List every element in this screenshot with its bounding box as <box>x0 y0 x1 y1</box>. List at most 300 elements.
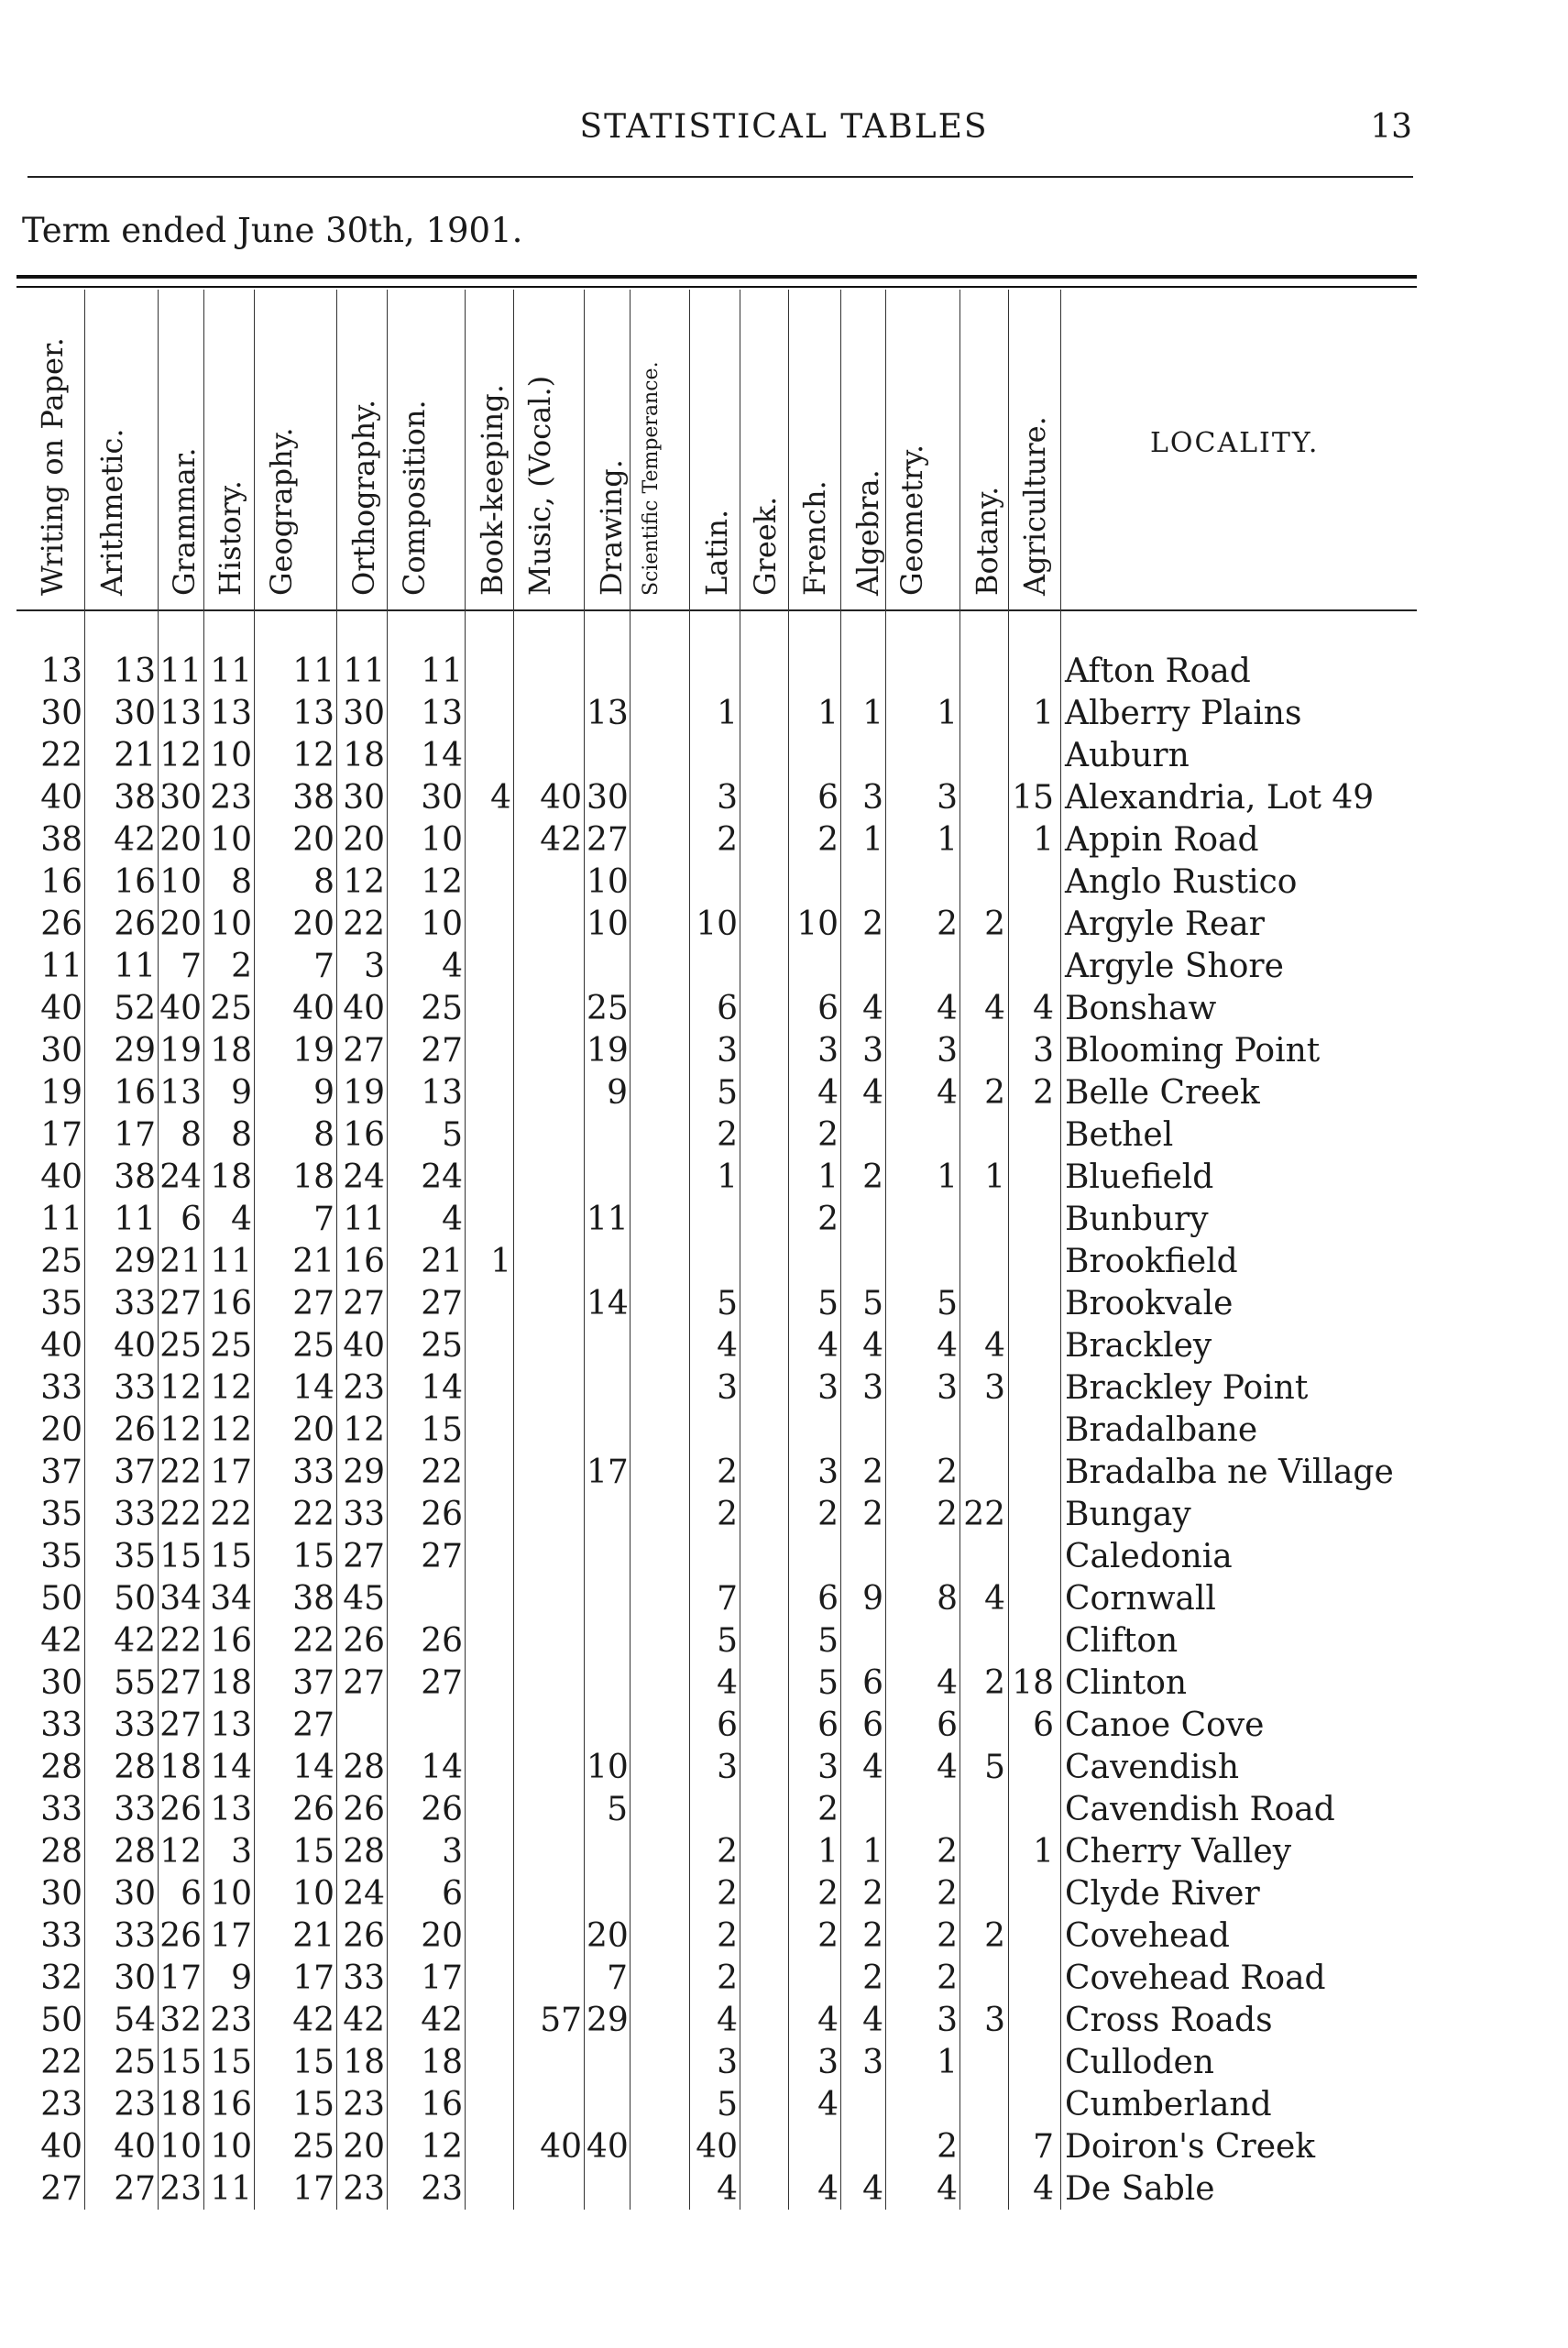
table-cell: 28 <box>343 1833 385 1871</box>
locality-cell: Cornwall <box>1065 1580 1216 1618</box>
table-cell: 2 <box>862 1454 883 1491</box>
locality-cell: Clyde River <box>1065 1875 1260 1913</box>
table-cell: 4 <box>717 1664 738 1702</box>
table-cell: 18 <box>343 2044 385 2081</box>
table-cell: 8 <box>231 863 252 901</box>
locality-cell: Bradalba ne Village <box>1065 1454 1394 1491</box>
table-cell: 5 <box>607 1791 628 1828</box>
table-cell: 22 <box>40 2044 82 2081</box>
locality-cell: Cherry Valley <box>1065 1833 1292 1871</box>
table-cell: 15 <box>292 1833 334 1871</box>
column-header: Greek. <box>748 496 783 596</box>
table-cell: 2 <box>717 1917 738 1955</box>
table-cell: 25 <box>292 1327 334 1365</box>
table-cell: 2 <box>817 821 839 859</box>
table-cell: 23 <box>343 2086 385 2123</box>
table-cell: 3 <box>717 1032 738 1070</box>
table-cell: 20 <box>587 1917 629 1955</box>
table-cell: 28 <box>40 1833 82 1871</box>
table-cell: 14 <box>210 1749 252 1786</box>
table-cell: 4 <box>717 1327 738 1365</box>
table-cell: 14 <box>421 1369 463 1407</box>
table-cell: 13 <box>292 695 334 732</box>
table-cell: 12 <box>210 1411 252 1449</box>
table-cell: 5 <box>984 1749 1005 1786</box>
table-cell: 13 <box>210 1706 252 1744</box>
table-cell: 15 <box>292 1538 334 1575</box>
table-cell: 4 <box>862 2002 883 2039</box>
table-cell: 50 <box>114 1580 156 1618</box>
locality-cell: Caledonia <box>1065 1538 1233 1575</box>
column-header: Writing on Paper. <box>35 337 70 596</box>
column-header: Book-keeping. <box>475 384 510 596</box>
table-cell: 25 <box>292 2128 334 2166</box>
locality-cell: Argyle Shore <box>1065 948 1284 985</box>
table-cell: 42 <box>343 2002 385 2039</box>
table-cell: 17 <box>114 1116 156 1154</box>
table-cell: 2 <box>937 1917 958 1955</box>
table-cell: 3 <box>937 1369 958 1407</box>
table-cell: 21 <box>114 737 156 774</box>
column-header: Geography. <box>264 427 299 596</box>
table-cell: 15 <box>159 2044 202 2081</box>
table-cell: 1 <box>862 821 883 859</box>
table-cell: 23 <box>421 2170 463 2208</box>
table-cell: 4 <box>937 990 958 1027</box>
table-cell: 40 <box>540 2128 582 2166</box>
column-header: Scientific Temperance. <box>640 361 663 596</box>
table-cell: 37 <box>292 1664 334 1702</box>
table-cell: 11 <box>210 1243 252 1280</box>
table-cell: 33 <box>114 1791 156 1828</box>
table-cell: 17 <box>587 1454 629 1491</box>
table-cell: 8 <box>937 1580 958 1618</box>
table-cell: 26 <box>343 1791 385 1828</box>
table-cell: 4 <box>862 990 883 1027</box>
table-cell: 10 <box>421 821 463 859</box>
table-cell: 6 <box>817 990 839 1027</box>
table-cell: 28 <box>114 1833 156 1871</box>
table-cell: 22 <box>963 1496 1005 1533</box>
table-cell: 12 <box>421 2128 463 2166</box>
table-cell: 7 <box>313 948 334 985</box>
table-cell: 45 <box>343 1580 385 1618</box>
column-header: Arithmetic. <box>94 428 129 596</box>
table-cell: 22 <box>421 1454 463 1491</box>
table-cell: 26 <box>421 1791 463 1828</box>
table-cell: 4 <box>442 948 463 985</box>
table-cell: 20 <box>292 905 334 943</box>
table-cell: 38 <box>292 1580 334 1618</box>
table-cell: 13 <box>210 1791 252 1828</box>
table-cell: 30 <box>343 779 385 817</box>
table-cell: 29 <box>343 1454 385 1491</box>
table-cell: 20 <box>292 1411 334 1449</box>
table-cell: 27 <box>292 1285 334 1322</box>
table-cell: 14 <box>421 737 463 774</box>
table-cell: 4 <box>984 990 1005 1027</box>
column-rule <box>885 290 886 2210</box>
table-cell: 30 <box>159 779 202 817</box>
locality-cell: Bethel <box>1065 1116 1174 1154</box>
table-cell: 17 <box>292 2170 334 2208</box>
table-cell: 6 <box>181 1875 202 1913</box>
table-cell: 27 <box>421 1664 463 1702</box>
column-rule <box>336 290 337 2210</box>
table-cell: 29 <box>587 2002 629 2039</box>
locality-cell: Covehead Road <box>1065 1959 1326 1997</box>
term-caption: Term ended June 30th, 1901. <box>22 211 523 250</box>
table-cell: 4 <box>1033 2170 1054 2208</box>
table-cell: 22 <box>210 1496 252 1533</box>
table-cell: 23 <box>343 2170 385 2208</box>
table-cell: 1 <box>937 695 958 732</box>
table-cell: 20 <box>421 1917 463 1955</box>
table-cell: 2 <box>717 1496 738 1533</box>
column-header: Latin. <box>699 509 734 596</box>
locality-cell: De Sable <box>1065 2170 1215 2208</box>
locality-cell: Alexandria, Lot 49 <box>1065 779 1375 817</box>
locality-cell: Brackley <box>1065 1327 1212 1365</box>
table-cell: 13 <box>114 653 156 690</box>
table-cell: 1 <box>1033 1833 1054 1871</box>
table-cell: 15 <box>292 2086 334 2123</box>
table-cell: 10 <box>796 905 839 943</box>
table-cell: 40 <box>696 2128 738 2166</box>
table-cell: 13 <box>159 695 202 732</box>
table-cell: 2 <box>862 905 883 943</box>
table-cell: 5 <box>817 1622 839 1660</box>
table-cell: 19 <box>159 1032 202 1070</box>
table-cell: 4 <box>862 1327 883 1365</box>
table-cell: 26 <box>40 905 82 943</box>
table-cell: 24 <box>159 1158 202 1196</box>
table-cell: 40 <box>587 2128 629 2166</box>
table-cell: 1 <box>1033 695 1054 732</box>
table-cell: 18 <box>159 1749 202 1786</box>
table-cell: 22 <box>40 737 82 774</box>
table-cell: 26 <box>159 1917 202 1955</box>
column-rule <box>513 290 514 2210</box>
table-cell: 4 <box>937 1749 958 1786</box>
table-cell: 3 <box>717 779 738 817</box>
table-cell: 4 <box>862 2170 883 2208</box>
column-header: Grammar. <box>167 447 202 596</box>
running-header-title: STATISTICAL TABLES <box>579 108 989 146</box>
table-cell: 3 <box>717 1369 738 1407</box>
table-cell: 4 <box>937 1074 958 1112</box>
locality-cell: Culloden <box>1065 2044 1214 2081</box>
table-cell: 4 <box>817 2086 839 2123</box>
table-cell: 19 <box>40 1074 82 1112</box>
locality-cell: Bonshaw <box>1065 990 1217 1027</box>
table-cell: 5 <box>717 1074 738 1112</box>
table-cell: 23 <box>40 2086 82 2123</box>
table-cell: 12 <box>159 1369 202 1407</box>
table-cell: 25 <box>40 1243 82 1280</box>
table-cell: 33 <box>114 1496 156 1533</box>
table-cell: 30 <box>40 1664 82 1702</box>
table-cell: 6 <box>1033 1706 1054 1744</box>
table-cell: 2 <box>717 1833 738 1871</box>
column-header: Orthography. <box>346 399 381 596</box>
table-cell: 3 <box>442 1833 463 1871</box>
table-cell: 4 <box>862 1074 883 1112</box>
table-cell: 3 <box>817 1749 839 1786</box>
table-cell: 4 <box>442 1201 463 1238</box>
table-cell: 25 <box>114 2044 156 2081</box>
table-cell: 3 <box>984 2002 1005 2039</box>
table-cell: 5 <box>862 1285 883 1322</box>
table-cell: 1 <box>937 2044 958 2081</box>
locality-cell: Brookfield <box>1065 1243 1238 1280</box>
table-cell: 40 <box>40 1158 82 1196</box>
table-cell: 25 <box>587 990 629 1027</box>
table-cell: 6 <box>817 1706 839 1744</box>
table-cell: 35 <box>40 1285 82 1322</box>
table-cell: 30 <box>114 1959 156 1997</box>
locality-cell: Anglo Rustico <box>1065 863 1298 901</box>
table-cell: 5 <box>442 1116 463 1154</box>
table-cell: 2 <box>937 1454 958 1491</box>
table-cell: 17 <box>210 1917 252 1955</box>
table-cell: 3 <box>817 1032 839 1070</box>
table-cell: 1 <box>937 821 958 859</box>
table-cell: 27 <box>343 1032 385 1070</box>
table-cell: 27 <box>343 1664 385 1702</box>
column-rule <box>84 290 85 2210</box>
table-cell: 27 <box>159 1285 202 1322</box>
table-cell: 11 <box>210 2170 252 2208</box>
table-cell: 33 <box>114 1706 156 1744</box>
table-cell: 6 <box>862 1706 883 1744</box>
table-cell: 23 <box>159 2170 202 2208</box>
table-cell: 38 <box>114 1158 156 1196</box>
table-cell: 9 <box>607 1074 628 1112</box>
column-rule <box>689 290 690 2210</box>
table-cell: 8 <box>181 1116 202 1154</box>
table-cell: 3 <box>862 2044 883 2081</box>
table-cell: 1 <box>817 1158 839 1196</box>
table-cell: 33 <box>114 1917 156 1955</box>
locality-column-header: LOCALITY. <box>1150 427 1320 459</box>
locality-cell: Afton Road <box>1065 653 1251 690</box>
table-cell: 5 <box>717 2086 738 2123</box>
table-cell: 1 <box>984 1158 1005 1196</box>
header-rule <box>27 176 1413 178</box>
table-cell: 30 <box>421 779 463 817</box>
table-cell: 13 <box>421 1074 463 1112</box>
table-cell: 30 <box>343 695 385 732</box>
table-cell: 15 <box>1012 779 1054 817</box>
table-header-bottom-rule <box>16 609 1417 611</box>
table-cell: 33 <box>343 1959 385 1997</box>
table-cell: 10 <box>587 863 629 901</box>
table-cell: 10 <box>210 1875 252 1913</box>
column-rule <box>254 290 255 2210</box>
table-cell: 37 <box>40 1454 82 1491</box>
locality-cell: Covehead <box>1065 1917 1230 1955</box>
table-cell: 12 <box>343 1411 385 1449</box>
column-rule <box>1060 290 1061 2210</box>
table-cell: 23 <box>114 2086 156 2123</box>
table-cell: 42 <box>292 2002 334 2039</box>
table-cell: 2 <box>717 1875 738 1913</box>
table-cell: 11 <box>343 1201 385 1238</box>
table-cell: 16 <box>421 2086 463 2123</box>
table-cell: 19 <box>343 1074 385 1112</box>
column-header: Music, (Vocal.) <box>522 375 557 596</box>
column-header: Botany. <box>970 486 1004 596</box>
table-cell: 3 <box>862 779 883 817</box>
table-cell: 5 <box>717 1622 738 1660</box>
table-cell: 30 <box>40 695 82 732</box>
table-cell: 28 <box>40 1749 82 1786</box>
table-cell: 10 <box>696 905 738 943</box>
table-cell: 20 <box>159 905 202 943</box>
table-cell: 16 <box>210 1285 252 1322</box>
table-cell: 30 <box>40 1032 82 1070</box>
table-cell: 42 <box>540 821 582 859</box>
table-cell: 35 <box>40 1538 82 1575</box>
table-cell: 20 <box>40 1411 82 1449</box>
table-cell: 16 <box>114 863 156 901</box>
table-cell: 4 <box>862 1749 883 1786</box>
table-cell: 2 <box>717 1959 738 1997</box>
table-cell: 29 <box>114 1032 156 1070</box>
table-cell: 3 <box>984 1369 1005 1407</box>
table-cell: 24 <box>421 1158 463 1196</box>
table-cell: 40 <box>114 2128 156 2166</box>
table-cell: 33 <box>114 1369 156 1407</box>
table-cell: 6 <box>181 1201 202 1238</box>
table-cell: 29 <box>114 1243 156 1280</box>
table-cell: 40 <box>114 1327 156 1365</box>
table-cell: 35 <box>114 1538 156 1575</box>
table-cell: 40 <box>343 990 385 1027</box>
table-cell: 6 <box>937 1706 958 1744</box>
locality-cell: Cavendish Road <box>1065 1791 1335 1828</box>
page-number: 13 <box>1370 108 1412 146</box>
table-cell: 11 <box>292 653 334 690</box>
table-cell: 25 <box>421 1327 463 1365</box>
table-cell: 38 <box>40 821 82 859</box>
table-cell: 7 <box>607 1959 628 1997</box>
table-cell: 5 <box>937 1285 958 1322</box>
table-cell: 3 <box>862 1032 883 1070</box>
table-cell: 12 <box>421 863 463 901</box>
table-cell: 12 <box>159 1833 202 1871</box>
table-cell: 22 <box>159 1454 202 1491</box>
table-cell: 27 <box>159 1664 202 1702</box>
table-cell: 3 <box>862 1369 883 1407</box>
table-cell: 1 <box>1033 821 1054 859</box>
table-cell: 30 <box>114 1875 156 1913</box>
table-cell: 10 <box>210 737 252 774</box>
table-cell: 18 <box>292 1158 334 1196</box>
table-cell: 16 <box>40 863 82 901</box>
table-cell: 26 <box>343 1622 385 1660</box>
table-cell: 11 <box>421 653 463 690</box>
table-cell: 40 <box>40 779 82 817</box>
table-cell: 13 <box>159 1074 202 1112</box>
table-cell: 12 <box>343 863 385 901</box>
table-cell: 3 <box>1033 1032 1054 1070</box>
table-cell: 3 <box>937 1032 958 1070</box>
column-rule <box>387 290 388 2210</box>
table-cell: 11 <box>159 653 202 690</box>
table-cell: 6 <box>862 1664 883 1702</box>
table-cell: 11 <box>114 948 156 985</box>
table-cell: 17 <box>210 1454 252 1491</box>
table-cell: 28 <box>343 1749 385 1786</box>
table-cell: 4 <box>1033 990 1054 1027</box>
table-cell: 20 <box>292 821 334 859</box>
table-cell: 2 <box>817 1875 839 1913</box>
table-cell: 3 <box>717 1749 738 1786</box>
table-cell: 20 <box>343 821 385 859</box>
table-cell: 2 <box>984 1917 1005 1955</box>
table-cell: 14 <box>292 1369 334 1407</box>
column-rule <box>465 290 466 2210</box>
column-rule <box>1008 290 1009 2210</box>
table-cell: 1 <box>937 1158 958 1196</box>
table-cell: 26 <box>159 1791 202 1828</box>
table-cell: 40 <box>292 990 334 1027</box>
table-cell: 40 <box>40 2128 82 2166</box>
locality-cell: Belle Creek <box>1065 1074 1260 1112</box>
table-cell: 50 <box>40 2002 82 2039</box>
table-cell: 27 <box>292 1706 334 1744</box>
table-cell: 2 <box>937 1496 958 1533</box>
table-cell: 17 <box>421 1959 463 1997</box>
locality-cell: Cross Roads <box>1065 2002 1273 2039</box>
table-cell: 33 <box>292 1454 334 1491</box>
table-cell: 5 <box>717 1285 738 1322</box>
table-cell: 22 <box>343 905 385 943</box>
table-cell: 19 <box>292 1032 334 1070</box>
table-cell: 16 <box>343 1116 385 1154</box>
table-cell: 6 <box>442 1875 463 1913</box>
table-cell: 57 <box>540 2002 582 2039</box>
table-cell: 10 <box>587 905 629 943</box>
table-cell: 10 <box>159 863 202 901</box>
table-cell: 2 <box>862 1917 883 1955</box>
table-cell: 9 <box>313 1074 334 1112</box>
table-cell: 11 <box>587 1201 629 1238</box>
locality-cell: Cumberland <box>1065 2086 1272 2123</box>
table-cell: 16 <box>210 1622 252 1660</box>
table-cell: 4 <box>984 1327 1005 1365</box>
table-cell: 18 <box>421 2044 463 2081</box>
column-header: History. <box>213 480 247 596</box>
table-cell: 9 <box>862 1580 883 1618</box>
column-rule <box>203 290 204 2210</box>
table-cell: 52 <box>114 990 156 1027</box>
table-cell: 4 <box>937 2170 958 2208</box>
table-cell: 4 <box>817 2002 839 2039</box>
table-cell: 23 <box>210 2002 252 2039</box>
column-rule <box>959 290 960 2210</box>
table-cell: 1 <box>862 1833 883 1871</box>
table-cell: 4 <box>984 1580 1005 1618</box>
table-cell: 27 <box>421 1032 463 1070</box>
table-cell: 20 <box>343 2128 385 2166</box>
table-cell: 26 <box>343 1917 385 1955</box>
table-cell: 13 <box>210 695 252 732</box>
table-cell: 12 <box>292 737 334 774</box>
column-header: Drawing. <box>594 459 629 596</box>
